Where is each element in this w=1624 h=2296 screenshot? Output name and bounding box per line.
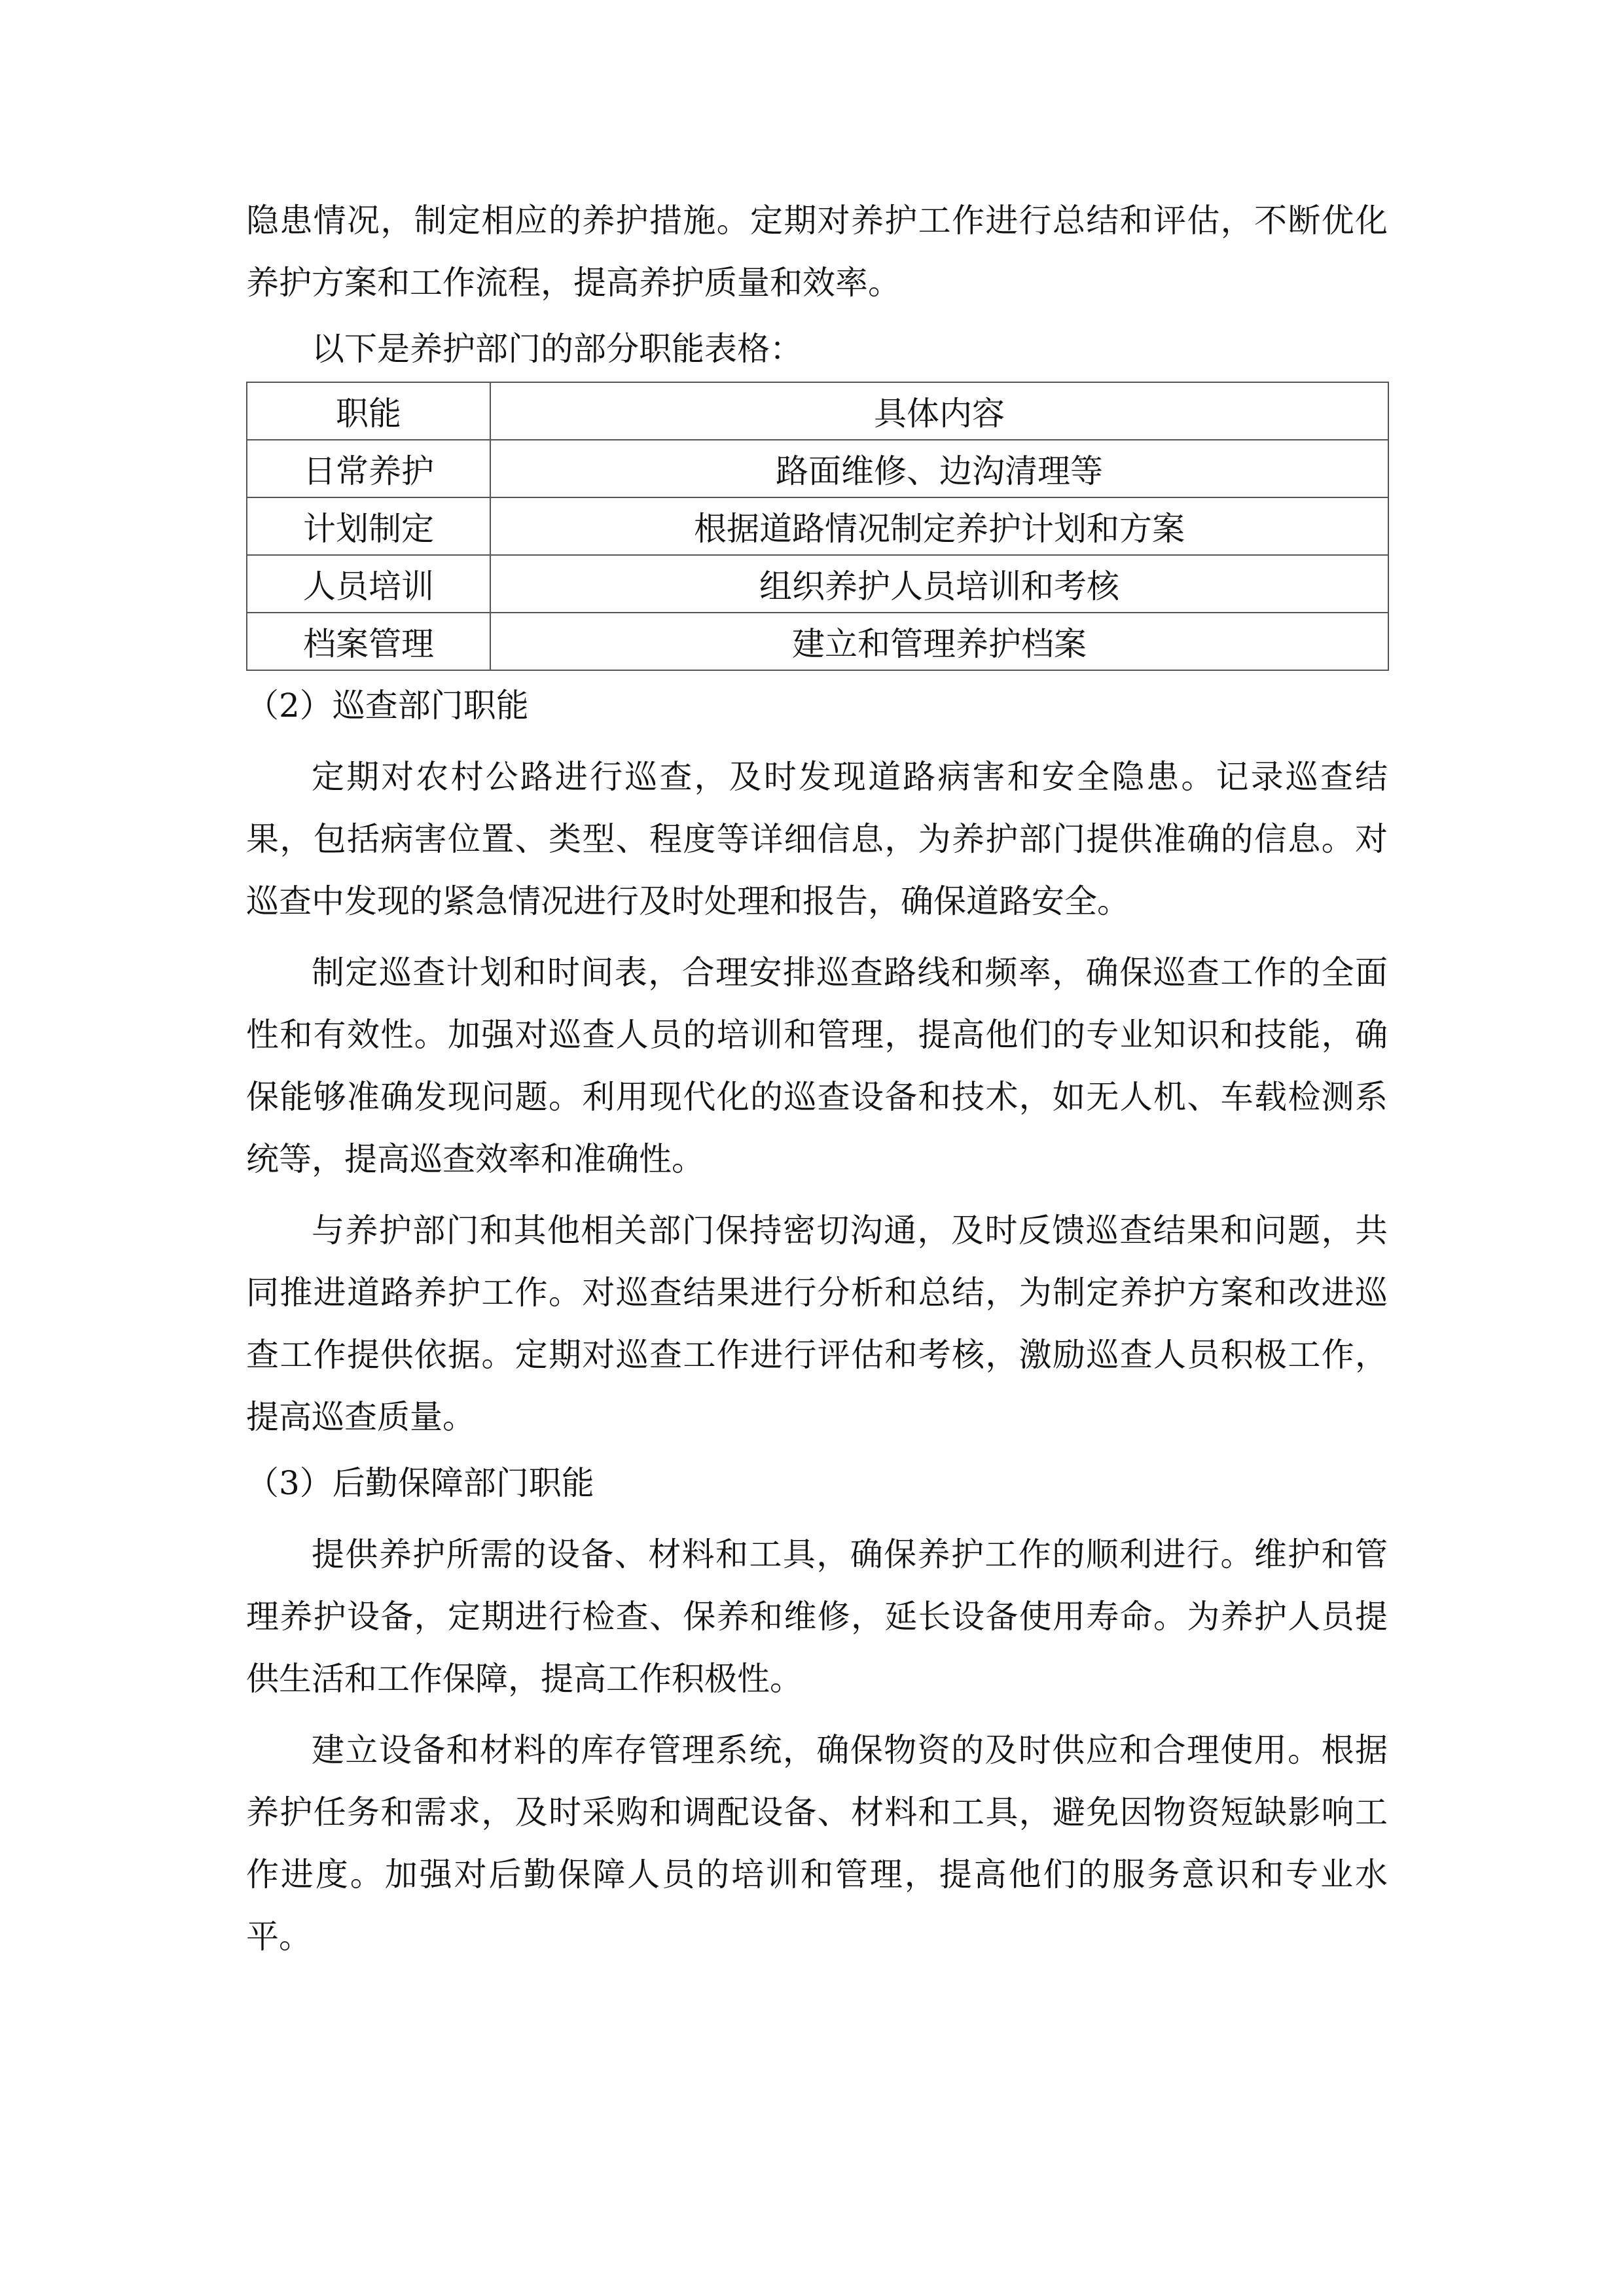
table-cell: 计划制定 bbox=[247, 497, 490, 555]
paragraph: 提供养护所需的设备、材料和工具，确保养护工作的顺利进行。维护和管理养护设备，定期进行检查、保养和维修，延长设备使用寿命。为养护人员提供生活和工作保障，提高工作积极性。 bbox=[246, 1535, 1388, 1698]
table-row bbox=[247, 555, 1388, 613]
table-cell: 建立和管理养护档案 bbox=[490, 613, 1388, 670]
paragraph-continued: 隐患情况，制定相应的养护措施。定期对养护工作进行总结和评估，不断优化养护方案和工作流程，提高养护质量和效率。 bbox=[246, 202, 1388, 302]
table-cell: 日常养护 bbox=[247, 440, 490, 497]
document-page bbox=[246, 190, 1388, 1968]
table-header-row bbox=[247, 382, 1388, 440]
section-heading: （2）巡查部门职能 bbox=[246, 687, 529, 725]
table-cell: 档案管理 bbox=[247, 613, 490, 670]
table-row bbox=[247, 497, 1388, 555]
section-heading: （3）后勤保障部门职能 bbox=[246, 1464, 594, 1502]
table-cell: 人员培训 bbox=[247, 555, 490, 613]
table-row bbox=[247, 613, 1388, 670]
table-intro: 以下是养护部门的部分职能表格： bbox=[312, 330, 803, 368]
paragraph: 定期对农村公路进行巡查，及时发现道路病害和安全隐患。记录巡查结果，包括病害位置、类型、程度等详细信息，为养护部门提供准确的信息。对巡查中发现的紧急情况进行及时处理和报告，确保道路安全。 bbox=[246, 758, 1388, 920]
paragraph: 建立设备和材料的库存管理系统，确保物资的及时供应和合理使用。根据养护任务和需求，及时采购和调配设备、材料和工具，避免因物资短缺影响工作进度。加强对后勤保障人员的培训和管理，提高他们的服务意识和专业水平。 bbox=[246, 1731, 1388, 1956]
table-header-cell: 职能 bbox=[247, 382, 490, 440]
function-table bbox=[246, 382, 1389, 671]
table-cell: 根据道路情况制定养护计划和方案 bbox=[490, 497, 1388, 555]
paragraph: 与养护部门和其他相关部门保持密切沟通，及时反馈巡查结果和问题，共同推进道路养护工作。对巡查结果进行分析和总结，为制定养护方案和改进巡查工作提供依据。定期对巡查工作进行评估和考核，激励巡查人员积极工作，提高巡查质量。 bbox=[246, 1211, 1388, 1436]
paragraph: 制定巡查计划和时间表，合理安排巡查路线和频率，确保巡查工作的全面性和有效性。加强对巡查人员的培训和管理，提高他们的专业知识和技能，确保能够准确发现问题。利用现代化的巡查设备和技术，如无人机、车载检测系统等，提高巡查效率和准确性。 bbox=[246, 954, 1388, 1178]
table-cell: 组织养护人员培训和考核 bbox=[490, 555, 1388, 613]
table-row bbox=[247, 440, 1388, 497]
table-cell: 路面维修、边沟清理等 bbox=[490, 440, 1388, 497]
table-header-cell: 具体内容 bbox=[490, 382, 1388, 440]
